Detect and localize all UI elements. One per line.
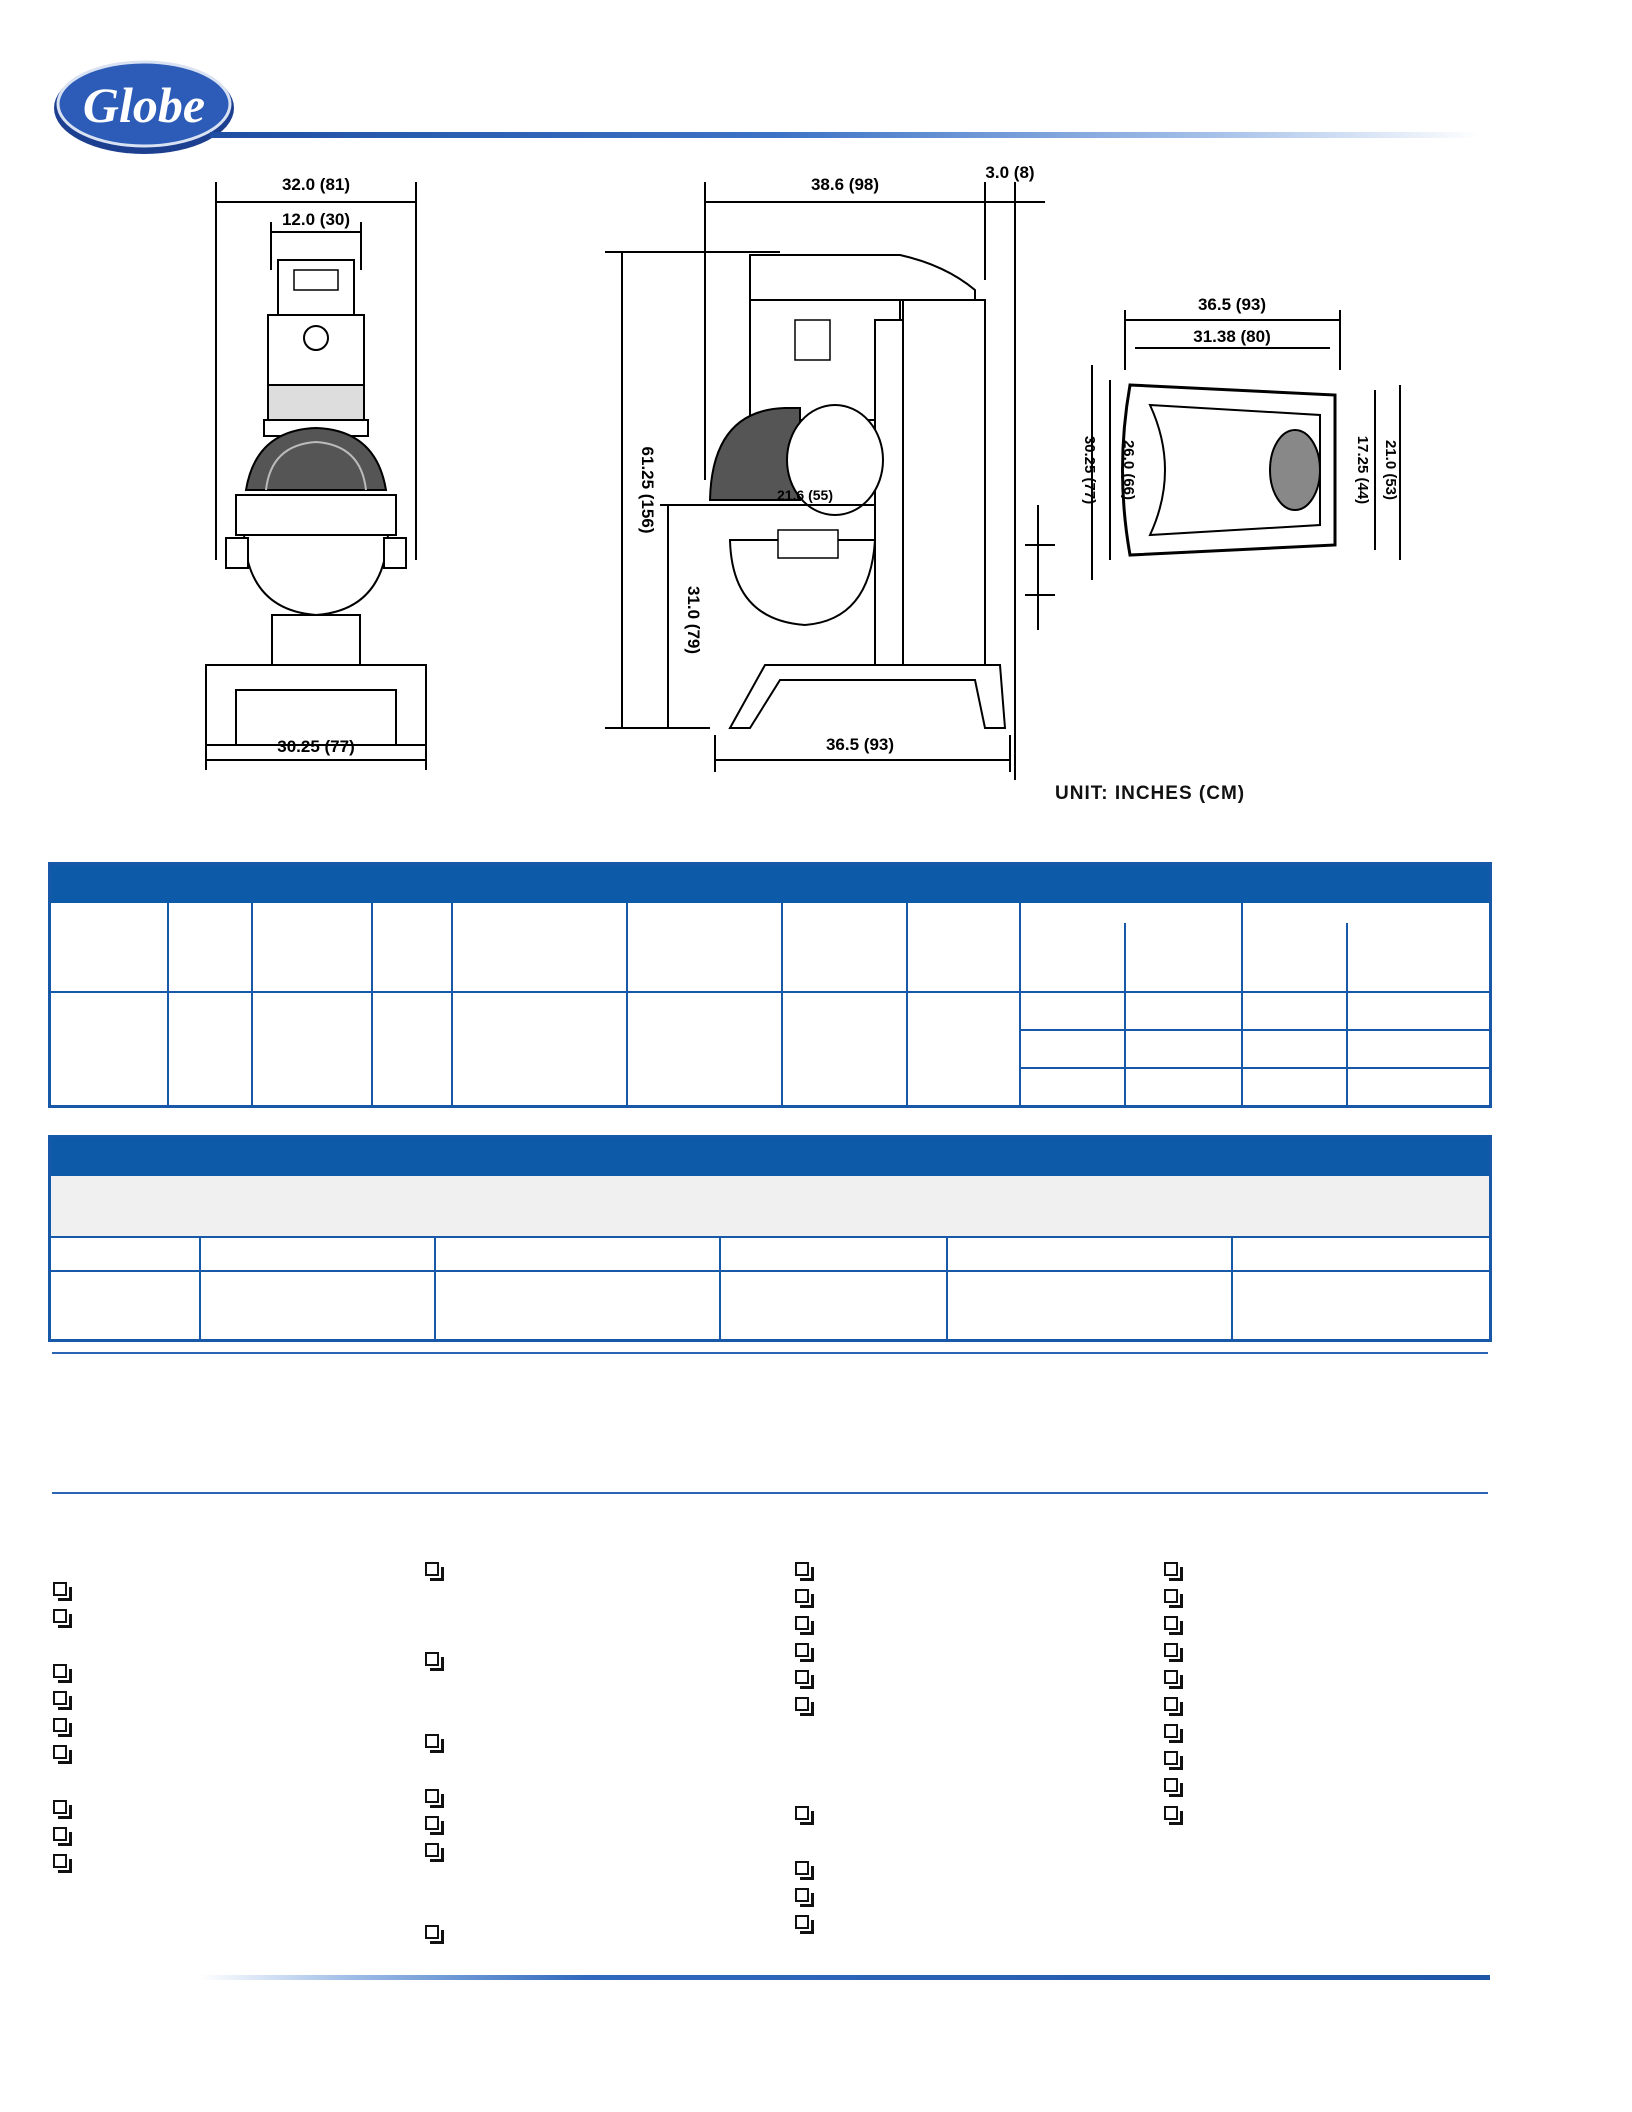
option-checkbox[interactable] [1164, 1616, 1178, 1630]
option-checkbox[interactable] [53, 1691, 67, 1705]
option-checkbox[interactable] [425, 1734, 439, 1748]
option-checkbox[interactable] [425, 1925, 439, 1939]
spec-table-capacity [48, 1135, 1492, 1342]
globe-logo [48, 50, 240, 160]
table-header-bar [51, 1138, 1489, 1176]
unit-note: UNIT: INCHES (CM) [1055, 783, 1246, 804]
option-checkbox[interactable] [795, 1861, 809, 1875]
side-view-drawing [600, 160, 1100, 800]
dim-overall-width: 32.0 (81) [281, 175, 351, 194]
option-checkbox[interactable] [425, 1843, 439, 1857]
top-view-drawing [1080, 290, 1420, 770]
dim-height: 61.25 (156) [638, 446, 657, 534]
spec-table-electrical [48, 862, 1492, 1108]
option-checkbox[interactable] [795, 1915, 809, 1929]
header-rule [210, 132, 1480, 138]
option-checkbox[interactable] [1164, 1589, 1178, 1603]
front-view-drawing [196, 160, 436, 800]
option-checkbox[interactable] [1164, 1670, 1178, 1684]
option-checkbox[interactable] [53, 1582, 67, 1596]
dim-base-width: 30.25 (77) [277, 737, 355, 756]
option-checkbox[interactable] [795, 1670, 809, 1684]
dim-bowl-depth: 21.6 (55) [776, 487, 834, 503]
dim-offset: 3.0 (8) [985, 163, 1035, 182]
dim-top-outer-width: 36.5 (93) [1197, 295, 1267, 314]
section-rule-top [52, 1352, 1488, 1354]
dim-base-depth: 36.5 (93) [825, 735, 895, 754]
option-checkbox[interactable] [795, 1888, 809, 1902]
option-checkbox[interactable] [425, 1789, 439, 1803]
option-checkbox[interactable] [53, 1745, 67, 1759]
option-checkbox[interactable] [53, 1827, 67, 1841]
table-header-bar [51, 865, 1489, 903]
dim-depth: 38.6 (98) [810, 175, 880, 194]
dim-top-right-outer: 21.0 (53) [1382, 439, 1399, 501]
option-checkbox[interactable] [795, 1806, 809, 1820]
option-checkbox[interactable] [1164, 1562, 1178, 1576]
dim-top-left-outer: 30.25 (77) [1081, 435, 1098, 505]
option-checkbox[interactable] [795, 1562, 809, 1576]
option-checkbox[interactable] [795, 1616, 809, 1630]
option-checkbox[interactable] [53, 1800, 67, 1814]
table-subheader [51, 1176, 1489, 1236]
option-checkbox[interactable] [1164, 1778, 1178, 1792]
svg-text:Globe: Globe [82, 77, 206, 133]
dim-bowl-height: 31.0 (79) [684, 585, 703, 655]
section-rule-bottom [52, 1492, 1488, 1494]
option-checkbox[interactable] [795, 1643, 809, 1657]
option-checkbox[interactable] [53, 1718, 67, 1732]
footer-rule [200, 1975, 1490, 1980]
table-grid [51, 1236, 1489, 1339]
dim-top-inner-width: 31.38 (80) [1193, 327, 1271, 346]
dim-head-width: 12.0 (30) [281, 210, 351, 229]
option-checkbox[interactable] [1164, 1751, 1178, 1765]
option-checkbox[interactable] [425, 1562, 439, 1576]
option-checkbox[interactable] [53, 1854, 67, 1868]
option-checkbox[interactable] [1164, 1724, 1178, 1738]
option-checkbox[interactable] [1164, 1806, 1178, 1820]
option-checkbox[interactable] [795, 1697, 809, 1711]
option-checkbox[interactable] [53, 1664, 67, 1678]
table-grid [51, 903, 1489, 1105]
option-checkbox[interactable] [795, 1589, 809, 1603]
option-checkbox[interactable] [425, 1652, 439, 1666]
option-checkbox[interactable] [53, 1609, 67, 1623]
dim-top-right-inner: 17.25 (44) [1354, 435, 1371, 505]
option-checkbox[interactable] [1164, 1643, 1178, 1657]
option-checkbox[interactable] [1164, 1697, 1178, 1711]
dim-top-left-inner: 26.0 (66) [1120, 439, 1137, 501]
option-checkbox[interactable] [425, 1816, 439, 1830]
